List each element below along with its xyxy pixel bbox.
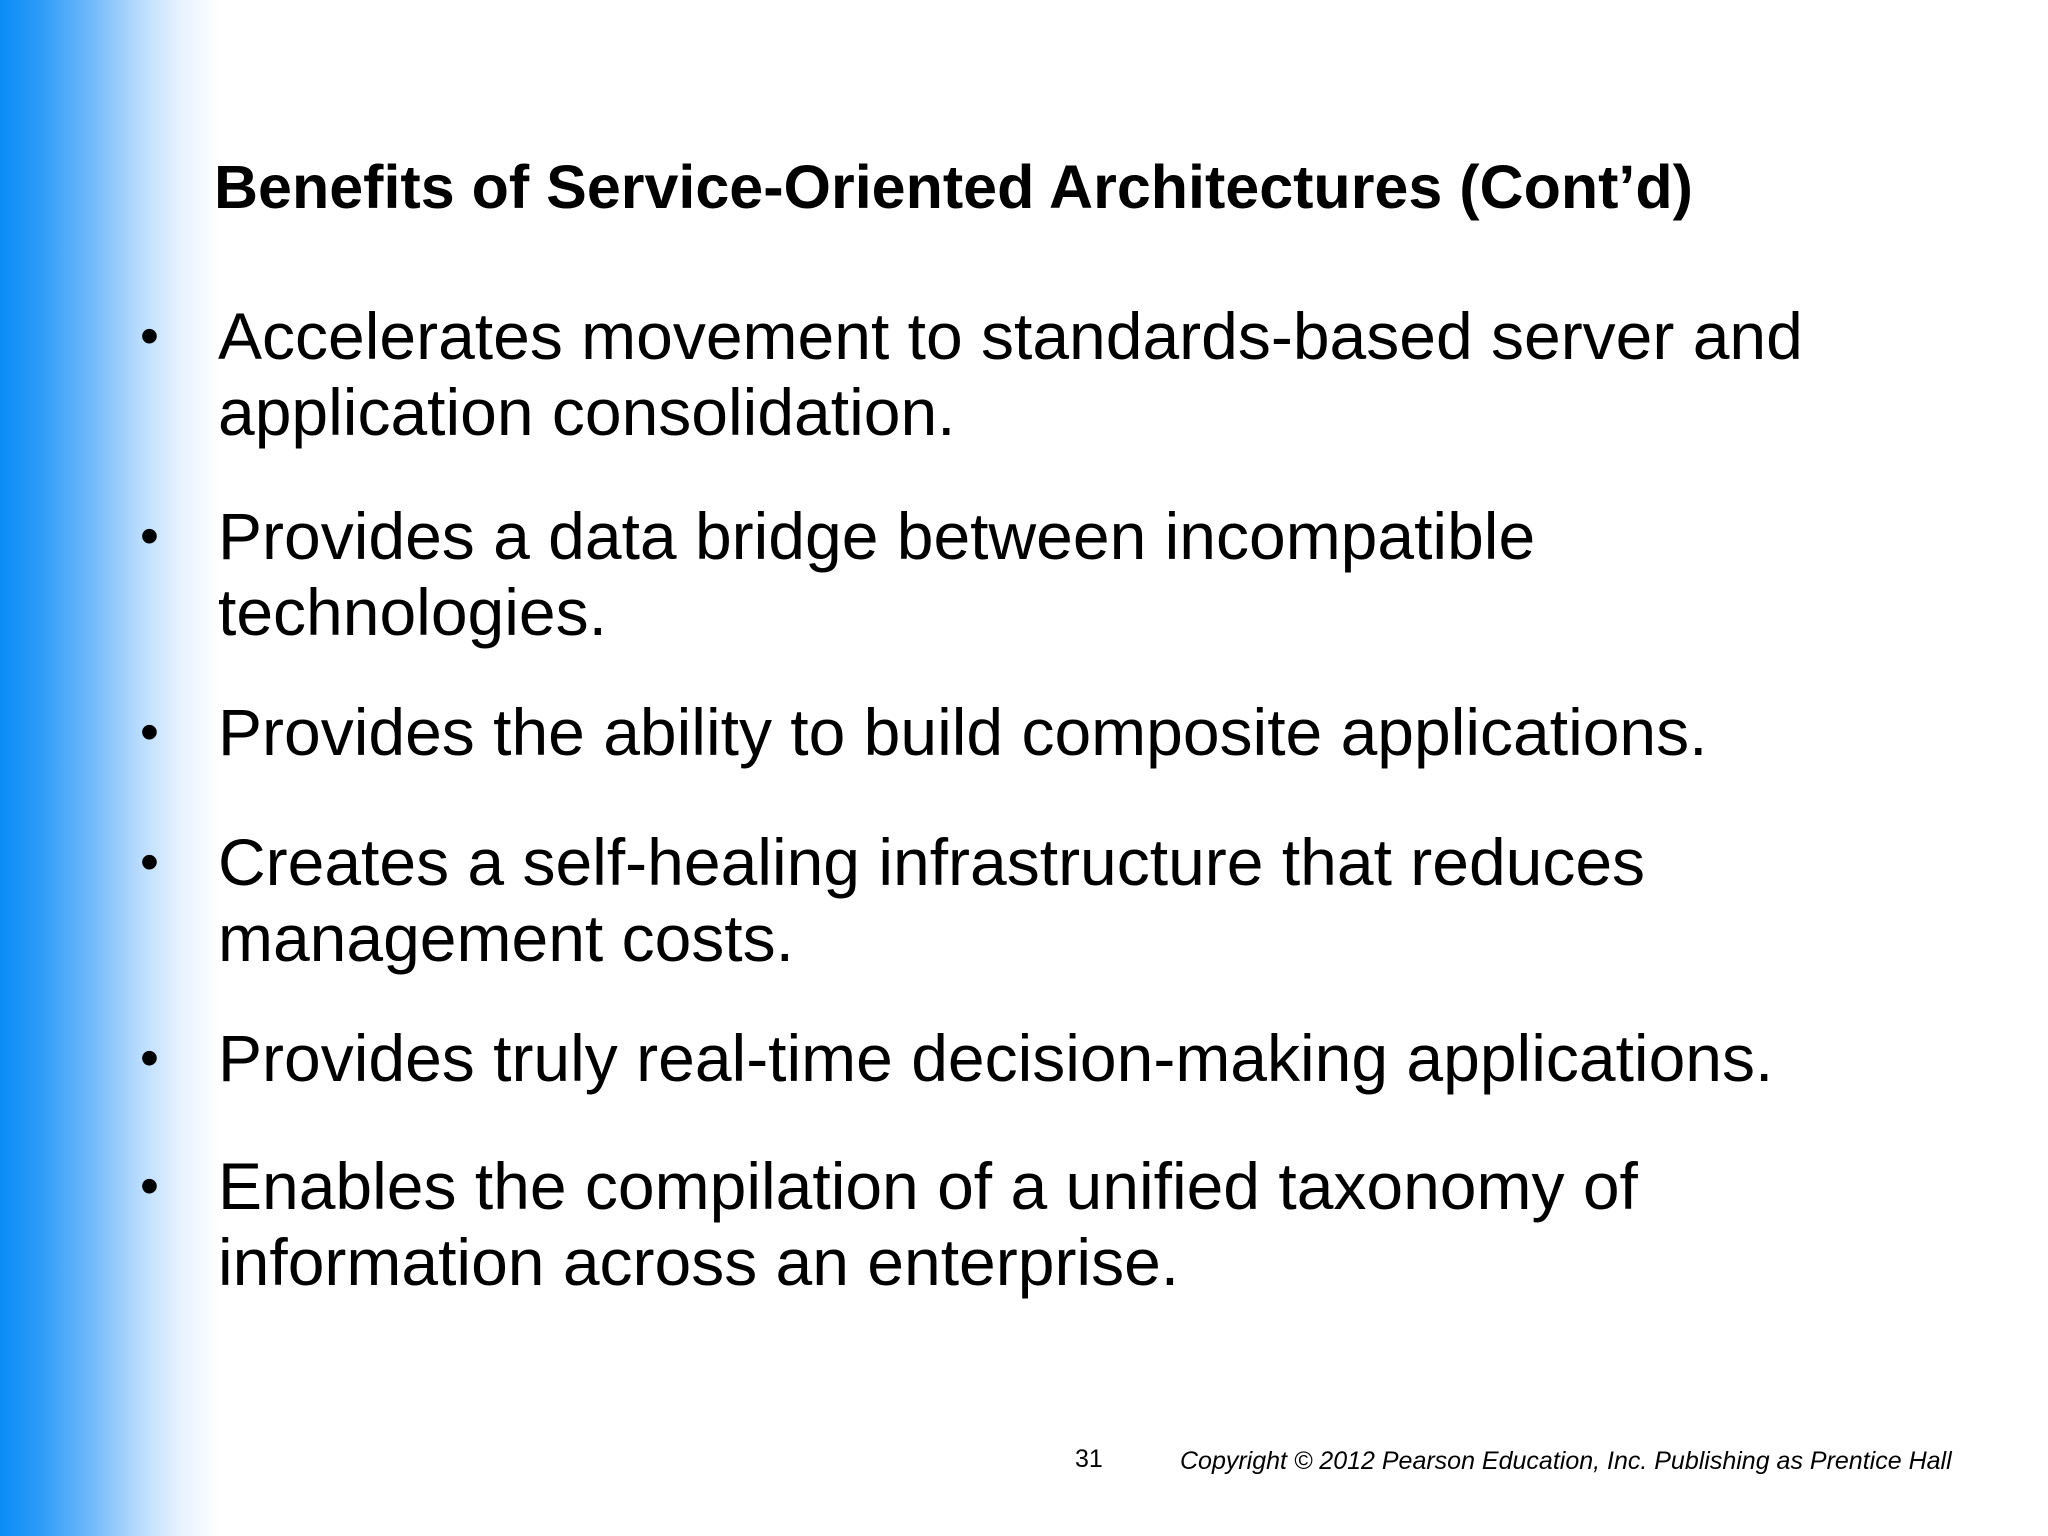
bullet-text: Enables the compilation of a unified taxonomy of information across an enterprise. (218, 1149, 1638, 1299)
slide-title: Benefits of Service-Oriented Architectures (Cont’d) (214, 153, 1693, 221)
bullet-icon: • (140, 832, 159, 892)
bullet-text: Creates a self-healing infrastructure that reduces management costs. (218, 825, 1646, 975)
bullet-text: Accelerates movement to standards-based server and application consolidation. (218, 299, 1803, 449)
copyright-notice: Copyright © 2012 Pearson Education, Inc. Publishing as Prentice Hall (1180, 1447, 1952, 1475)
bullet-text: Provides truly real-time decision-making applications. (218, 1021, 1774, 1095)
bullet-text: Provides a data bridge between incompatible technologies. (218, 499, 1536, 649)
bullet-text: Provides the ability to build composite applications. (218, 695, 1708, 769)
bullet-icon: • (140, 306, 159, 366)
page-number: 31 (1075, 1445, 1103, 1473)
bullet-icon: • (140, 506, 159, 566)
side-gradient-bar (0, 0, 220, 1536)
bullet-icon: • (140, 702, 159, 762)
bullet-icon: • (140, 1156, 159, 1216)
bullet-icon: • (140, 1028, 159, 1088)
